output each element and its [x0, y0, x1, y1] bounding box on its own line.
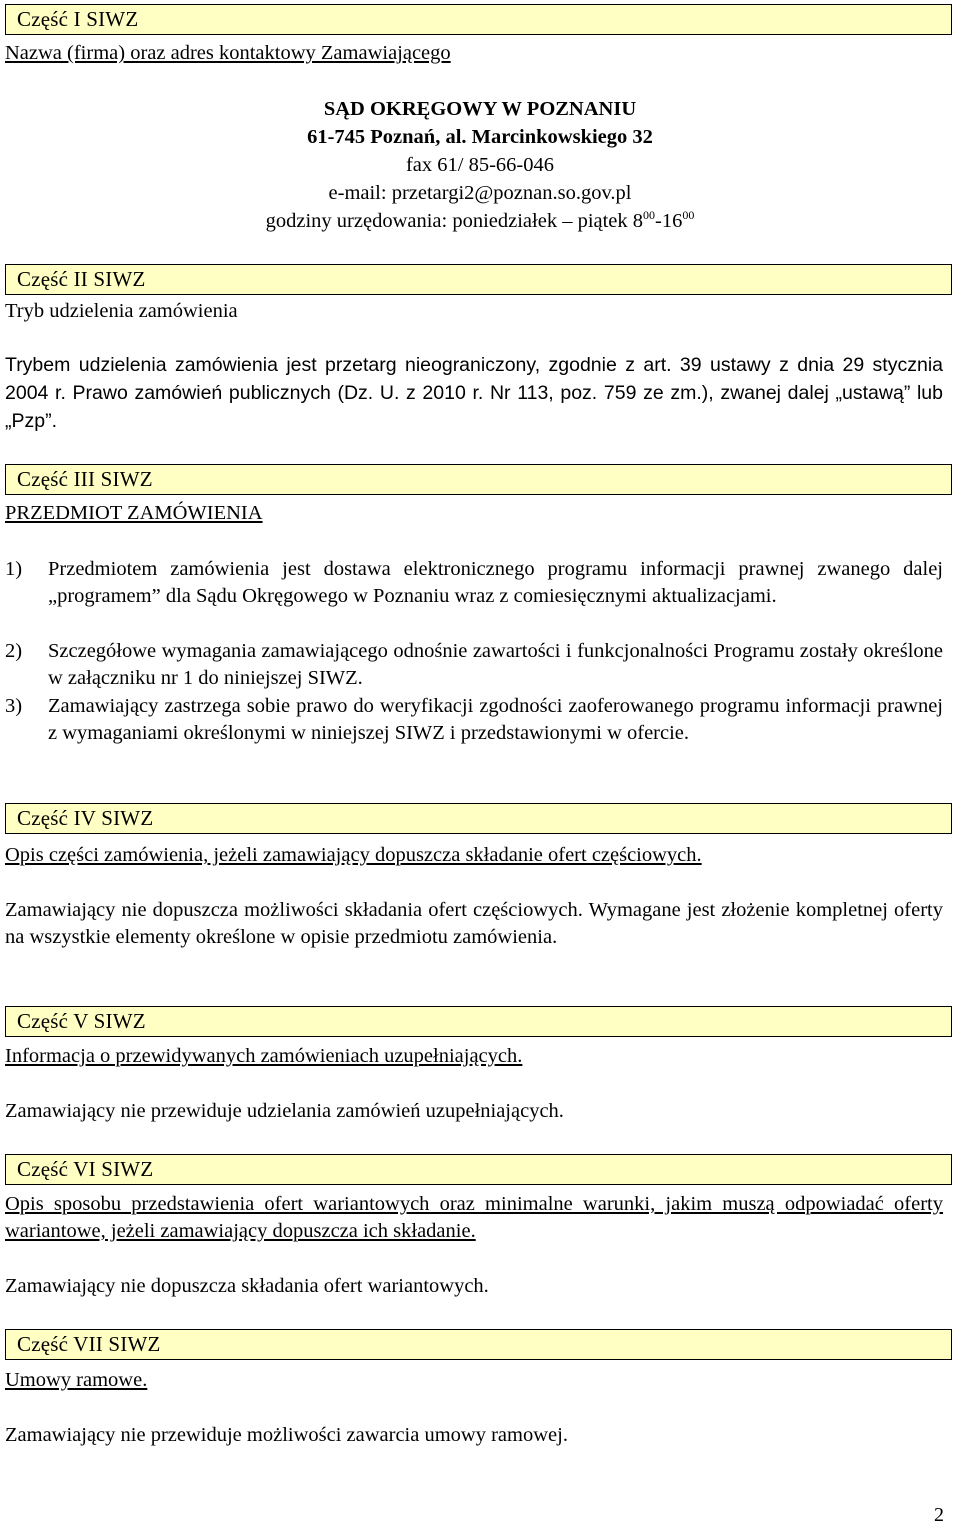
part4-body: Zamawiający nie dopuszcza możliwości składania ofert częściowych. Wymagane jest złożenie kompletnej oferty na wszystkie elementy określone w opisie przedmiotu zamówienia.: [5, 899, 943, 948]
office-hours: [0, 207, 960, 235]
office-hours-prefix: godziny urzędowania: poniedziałek – piątek 8: [265, 210, 644, 232]
section-subtitle-part4: Opis części zamówienia, jeżeli zamawiający dopuszcza składanie ofert częściowych.: [5, 844, 702, 866]
list-item-text: Szczegółowe wymagania zamawiającego odnośnie zawartości i funkcjonalności Programu zostały określone w załączniku nr 1 do niniejszej SIWZ.: [48, 640, 943, 689]
section-subtitle-part1: Nazwa (firma) oraz adres kontaktowy Zamawiającego: [5, 42, 451, 64]
list-item: [5, 693, 943, 747]
list-item-text: Zamawiający zastrzega sobie prawo do weryfikacji zgodności zaoferowanego programu informacji prawnej z wymaganiami określonymi w niniejszej SIWZ i przedstawionymi w ofercie.: [48, 695, 943, 744]
page-number: 2: [934, 1504, 944, 1526]
list-item-number: 1): [5, 558, 23, 580]
list-item-text: Przedmiotem zamówienia jest dostawa elektronicznego programu informacji prawnej zwanego dalej „programem” dla Sądu Okręgowego w Poznaniu wraz z comiesięcznymi aktualizacjami.: [48, 558, 943, 607]
section-subtitle-part5: Informacja o przewidywanych zamówieniach uzupełniających.: [5, 1045, 523, 1067]
part7-body: Zamawiający nie przewiduje możliwości zawarcia umowy ramowej.: [5, 1424, 568, 1446]
section-subtitle-part2: Tryb udzielenia zamówienia: [5, 300, 238, 322]
office-hours-sup-end: 00: [682, 208, 695, 222]
court-fax: fax 61/ 85-66-046: [405, 154, 555, 176]
list-item-number: 3): [5, 695, 23, 717]
section-header-part4: Część IV SIWZ: [5, 803, 952, 834]
section-subtitle-part3: PRZEDMIOT ZAMÓWIENIA: [5, 502, 263, 524]
section-header-part3: Część III SIWZ: [5, 464, 952, 495]
part2-body: Trybem udzielenia zamówienia jest przetarg nieograniczony, zgodnie z art. 39 ustawy z dnia 29 stycznia 2004 r. Prawo zamówień publicznych (Dz. U. z 2010 r. Nr 113, poz. 759 ze zm.), zwanej dalej „ustawą” lub „Pzp”.: [5, 354, 943, 432]
court-address: 61-745 Poznań, al. Marcinkowskiego 32: [307, 126, 653, 148]
section-header-part5: Część V SIWZ: [5, 1006, 952, 1037]
office-hours-sup-start: 00: [643, 208, 656, 222]
part6-body: Zamawiający nie dopuszcza składania ofert wariantowych.: [5, 1275, 489, 1297]
list-item: [5, 638, 943, 692]
section-subtitle-part7: Umowy ramowe.: [5, 1369, 148, 1391]
office-hours-mid: -16: [655, 210, 683, 232]
list-item: [5, 556, 943, 610]
section-header-part1: Część I SIWZ: [5, 4, 952, 35]
part5-body: Zamawiający nie przewiduje udzielania zamówień uzupełniających.: [5, 1100, 564, 1122]
list-item-number: 2): [5, 640, 23, 662]
section-header-part7: Część VII SIWZ: [5, 1329, 952, 1360]
section-subtitle-part6: Opis sposobu przedstawienia ofert wariantowych oraz minimalne warunki, jakim muszą odpowiadać oferty wariantowe, jeżeli zamawiający dopuszcza ich składanie.: [5, 1193, 943, 1242]
court-email: e-mail: przetargi2@poznan.so.gov.pl: [328, 182, 632, 204]
court-name: SĄD OKRĘGOWY W POZNANIU: [323, 98, 637, 120]
section-header-part6: Część VI SIWZ: [5, 1154, 952, 1185]
section-header-part2: Część II SIWZ: [5, 264, 952, 295]
